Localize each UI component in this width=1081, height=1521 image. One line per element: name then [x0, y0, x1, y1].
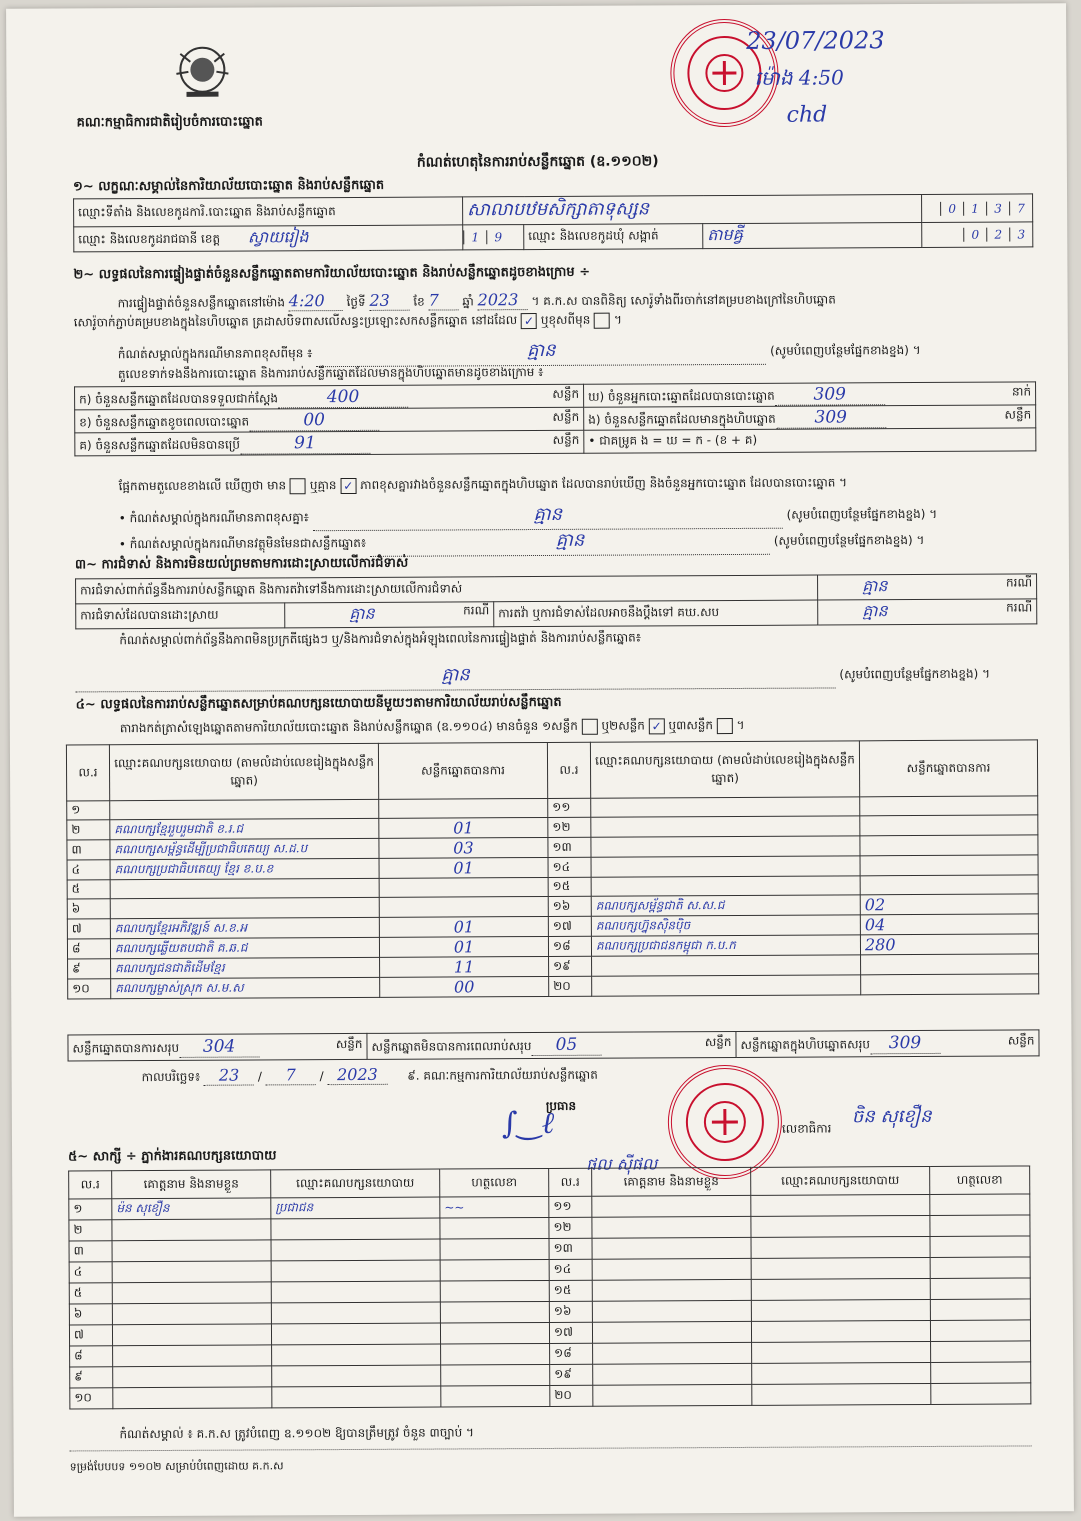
col-votes: សន្លឹកឆ្នោតបានការ	[859, 740, 1037, 797]
section3-heading: ៣~ ការជំទាស់ និងការមិនយល់ព្រមតាមការដោះស្រាយលើការជំទាស់	[74, 555, 409, 573]
verification-line1: ការផ្ទៀងផ្ទាត់ចំនួនសន្លឹកឆ្នោតនៅម៉ោង 4:20 ថ្ងៃទី 23 ខែ 7 ឆ្នាំ 2023 ។ គ.ក.ស បានពិនិត្យ សោរ៉ូទាំងពីរចាក់នៅគម្របខាងក្រៅនៃហិបឆ្នោត	[117, 290, 836, 311]
secretary-label: លេខាធិការ	[781, 1121, 832, 1136]
form-usage-note: ទម្រង់បែបបទ ១១០២ សម្រាប់បំពេញដោយ គ.ក.ស	[69, 1459, 284, 1474]
data-intro: តួលេខទាក់ទងនឹងការបោះឆ្នោត និងការរាប់សន្លឹកឆ្នោតដែលមានក្នុងហិបឆ្នោតមានដូចខាងក្រោម ៖	[117, 364, 544, 382]
table-row: ៨ ១៨	[70, 1341, 1031, 1367]
row1-label: ឈ្មោះទីតាំង និងលេខកូដការិ.បោះឆ្នោត និងរាប់សន្លឹកឆ្នោត	[74, 197, 463, 227]
verify-time: 4:20	[289, 291, 343, 311]
section2-heading: ២~ លទ្ធផលនៃការផ្ទៀងផ្ទាត់ចំនួនសន្លឹកឆ្នោតតាមការិយាល័យបោះឆ្នោត និងរាប់សន្លឹកឆ្នោតដូចខាងក្រោម ÷	[73, 264, 591, 283]
stamp-signature: chd	[786, 102, 828, 128]
committee-name: គណៈកម្មាធិការជាតិរៀបចំការបោះឆ្នោត	[76, 114, 263, 131]
ballots-in-box-value: 309	[776, 407, 886, 429]
table-row: ៥ ១៥	[67, 875, 1038, 899]
footer-divider	[70, 1445, 1032, 1451]
col-party: ឈ្មោះគណបក្សនយោបាយ (តាមលំដាប់លេខរៀងក្នុងសន្លឹកឆ្នោត)	[590, 741, 859, 798]
table-row: ១ ម៉ន សុខឿន ប្រជាជន ~~ ១១	[69, 1194, 1030, 1220]
irregularity-note-label: កំណត់សម្គាល់ពាក់ព័ន្ធនឹងភាពមិនប្រក្រតីផ្សេងៗ ឬ/និងការជំទាស់ក្នុងអំឡុងពេលនៃការផ្ទៀងផ្ទាត់ និងការរាប់សន្លឹកឆ្នោត៖	[119, 630, 642, 648]
one-sheet-checkbox[interactable]	[582, 718, 598, 734]
chair-label: ប្រធាន	[545, 1098, 577, 1113]
polling-station-name: សាលាបឋមសិក្សាតាទុស្សន	[463, 194, 922, 224]
unchanged-checkbox[interactable]: ✓	[521, 313, 537, 329]
table-row: ២ ១២	[69, 1215, 1030, 1241]
unused-ballots-value: 91	[240, 432, 370, 454]
discrepancy-line: ផ្អែកតាមតួលេខខាងលើ ឃើញថា មាន ឬគ្មាន ✓ ភាពខុសគ្នារវាងចំនួនសន្លឹកឆ្នោតក្នុងហិបឆ្នោត ដែលបានរាប់ឃើញ និងចំនួនអ្នកបោះឆ្នោត ដែលបានបោះឆ្នោត ។	[118, 475, 848, 494]
col-party: ឈ្មោះគណបក្សនយោបាយ (តាមលំដាប់លេខរៀងក្នុងសន្លឹកឆ្នោត)	[109, 743, 378, 800]
valid-total-value: 304	[179, 1036, 259, 1057]
complaints-table: ការជំទាស់ពាក់ព័ន្ធនឹងការរាប់សន្លឹកឆ្នោត និងការតវ៉ាទៅនឹងការដោះស្រាយលើការជំទាស់ គ្មាន ករណី ការជំទាស់ដែលបានដោះស្រាយ គ្មាន ករណី ការតវ៉ា ឬការជំទាស់ដែលអាចនឹងប្តឹងទៅ គឃ.សប គ្មាន ករណី	[75, 573, 1037, 629]
table-row: ៥ ១៥	[69, 1278, 1030, 1304]
discrepancy-yes-checkbox[interactable]	[290, 478, 306, 494]
footnote: កំណត់សម្គាល់ ៖ គ.ក.ស ត្រូវបំពេញ ឧ.១១០២ ឱ្យបានត្រឹមត្រូវ ចំនួន ៣ច្បាប់ ។	[119, 1425, 474, 1442]
verify-day: 23	[369, 291, 409, 311]
figures-row: ខ) ចំនួនសន្លឹកឆ្នោតខូចពេលបោះឆ្នោត 00 សន្លឹក ង) ចំនួនសន្លឹកឆ្នោតដែលមានក្នុងហិបឆ្នោត 309 សន្លឹក	[75, 405, 1036, 433]
irregularity-note: គ្មាន (សូមបំពេញបន្ថែមផ្នែកខាងខ្នង) ។	[75, 659, 1037, 692]
section4-heading: ៤~ លទ្ធផលនៃការរាប់សន្លឹកឆ្នោតសម្រាប់គណបក្សនយោបាយនីមួយៗតាមការិយាល័យរាប់សន្លឹកឆ្នោត	[75, 694, 562, 713]
stamp-date: 23/07/2023	[746, 26, 885, 55]
totals-row: សន្លឹកឆ្នោតបានការសរុប 304 សន្លឹក សន្លឹកឆ្នោតមិនបានការពេលរាប់សរុប 05 សន្លឹក សន្លឹកឆ្នោតក្នុងហិបឆ្នោតសរុប 309 សន្លឹក	[67, 1029, 1039, 1061]
discrepancy-no-checkbox[interactable]: ✓	[340, 477, 356, 493]
table-row: ៧ ១៧	[69, 1320, 1030, 1346]
commune-name: តាមឝ្វី	[703, 222, 922, 248]
ballots-received-value: 400	[278, 386, 408, 408]
verify-year: 2023	[478, 290, 528, 310]
chair-name: ផល ស៊ីផល	[586, 1154, 658, 1174]
invalid-total-value: 05	[531, 1035, 601, 1056]
resolved-complaints-label: ការជំទាស់ដែលបានដោះស្រាយ	[76, 603, 285, 629]
section5-heading: ៥~ សាក្សី ÷ ភ្នាក់ងារគណបក្សនយោបាយ	[68, 1148, 277, 1165]
committee-stamp	[668, 1065, 783, 1180]
change-note-value: គ្មាន	[316, 337, 766, 367]
three-sheets-checkbox[interactable]	[717, 717, 733, 733]
table-row: ៩ គណបក្សជនជាតិដើមខ្មែរ 11 ១៩	[68, 954, 1039, 979]
commune-code: 0 2 3	[922, 222, 1033, 248]
figures-row: ក) ចំនួនសន្លឹកឆ្នោតដែលបានទទួលជាក់ស្តែង 400 សន្លឹក ឃ) ចំនួនអ្នកបោះឆ្នោតដែលបានបោះឆ្នោត 309 នាក់	[75, 382, 1036, 410]
party-results-table	[66, 739, 1039, 999]
verification-line2: សោរ៉ូចាក់ភ្ជាប់គម្របខាងក្នុងនៃហិបឆ្នោត ត្រដាសបិទពាសលើសន្ធះប្រឡោះសកសន្លឹកឆ្នោត នៅដដែល ✓ ឬខុសពីមុន ។	[73, 312, 622, 330]
col-no: ល.រ	[547, 742, 590, 798]
resolved-complaints-value: គ្មាន	[349, 603, 375, 623]
form-title: កំណត់ហេតុនៃការរាប់សន្លឹកឆ្នោត (ឧ.១១០២)	[416, 153, 659, 171]
box-total-value: 309	[870, 1033, 940, 1054]
polling-station-code: 0 1 3 7	[922, 194, 1033, 223]
table-row: ៤ ១៤	[69, 1257, 1030, 1283]
tally-sheet-count: តារាងកត់ត្រាសំឡេងឆ្នោតតាមការិយាល័យបោះឆ្នោត និងរាប់សន្លឹកឆ្នោត (ឧ.១១០៤) មានចំនួន ១សន្លឹក ឬ២សន្លឹក ✓ ឬ៣សន្លឹក ។	[119, 717, 745, 736]
col-no: ល.រ	[66, 745, 109, 801]
emblem-icon	[166, 40, 238, 102]
two-sheets-checkbox[interactable]: ✓	[649, 718, 665, 734]
verify-month: 7	[429, 290, 459, 310]
figures-row: គ) ចំនួនសន្លឹកឆ្នោតដែលមិនបានប្រើ 91 សន្លឹក • ជាគម្រូគ ង = ឃ = ក - (ខ + គ)	[75, 428, 1036, 456]
spoiled-ballots-value: 00	[249, 409, 379, 431]
ballot-figures-table	[74, 381, 1036, 456]
complaints-row-label: ការជំទាស់ពាក់ព័ន្ធនឹងការរាប់សន្លឹកឆ្នោត និងការតវ៉ាទៅនឹងការដោះស្រាយលើការជំទាស់	[76, 575, 818, 604]
discrepancy-note: • កំណត់សម្គាល់ក្នុងករណីមានភាពខុសគ្នា៖ គ្មាន (សូមបំពេញបន្ថែមផ្នែកខាងខ្នង) ។	[119, 499, 1039, 532]
appeal-count-top: គ្មាន	[862, 576, 888, 596]
table-row: ៦ ១៦ គណបក្សសម្ព័ន្ធជាតិ ស.ស.ជ 02	[67, 894, 1038, 919]
non-ballot-note-value: គ្មាន	[370, 527, 770, 557]
appeal-label: ការតវ៉ា ឬការជំទាស់ដែលអាចនឹងប្តឹងទៅ គឃ.សប	[494, 600, 818, 627]
date-year: 2023	[327, 1065, 387, 1085]
date-month: 7	[266, 1065, 316, 1085]
witness-table: ល.រ គោត្តនាម និងនាមខ្លួន ឈ្មោះគណបក្សនយោបាយ ហត្ថលេខា ល.រ គោត្តនាម និងនាមខ្លួន ឈ្មោះគណបក្សនយោបាយ ហត្ថលេខា ១ ម៉ន សុខឿន ប្រជាជន ~~ ១១ ២ ១២ ៣ ១៣ ៤ ១៤ ៥ ១៥ ៦ ១៦ ៧ ១៧ ៨ ១៨ ៩ ១៩ ១០ ២០	[68, 1165, 1031, 1409]
voters-voted-value: 309	[775, 384, 885, 406]
table-row: ៤ គណបក្សប្រជាធិបតេយ្យ ខ្មែរ ខ.ប.ខ 01 ១៤	[67, 855, 1038, 880]
table-row: ២ គណបក្សខ្មែររួបរួមជាតិ ខ.រ.ជ 01 ១២	[67, 815, 1038, 840]
province-code: 1 9	[463, 225, 524, 250]
date-line: កាលបរិច្ឆេទ៖ 23 / 7 / 2023 ៩. គណៈកម្មការការិយាល័យរាប់សន្លឹកឆ្នោត	[141, 1064, 598, 1085]
col-votes: សន្លឹកឆ្នោតបានការ	[378, 742, 547, 799]
table-row: ៦ ១៦	[69, 1299, 1030, 1325]
chair-signature: ∫‿ℓ	[501, 1105, 555, 1142]
province-cell: ឈ្មោះ និងលេខកូដរាជធានី ខេត្ត ស្វាយរៀង	[74, 225, 463, 252]
stamp-time: ម៉ោង 4:50	[754, 65, 844, 90]
table-row: ៧ គណបក្សខ្មែរអភិវឌ្ឍន៍ ស.ខ.អ 01 ១៧ គណបក្សហ្វ៊ុនស៊ិនប៉ិច 04	[67, 914, 1038, 939]
date-day: 23	[204, 1066, 254, 1086]
non-ballot-note: • កំណត់សម្គាល់ក្នុងករណីមានវត្ថុមិនមែនជាសន្លឹកឆ្នោត៖ គ្មាន (សូមបំពេញបន្ថែមផ្នែកខាងខ្នង) ។	[119, 525, 1039, 558]
changed-checkbox[interactable]	[594, 312, 610, 328]
change-note: កំណត់សម្គាល់ក្នុងករណីមានភាពខុសពីមុន ៖ គ្មាន (សូមបំពេញបន្ថែមផ្នែកខាងខ្នង) ។	[118, 335, 1038, 368]
document-page	[6, 3, 1074, 1517]
irregularity-note-value: គ្មាន	[75, 660, 835, 692]
table-row: ៣ គណបក្សសម្ព័ន្ធដើម្បីប្រជាធិបតេយ្យ ស.ដ.ប 03 ១៣	[67, 835, 1038, 860]
appeal-count-value: គ្មាន	[862, 601, 888, 621]
table-row: ៣ ១៣	[69, 1236, 1030, 1262]
secretary-name: ចិន សុខឿន	[851, 1105, 932, 1128]
table-row: ១០ ២០	[70, 1383, 1031, 1409]
section1-table	[73, 193, 1033, 252]
table-row: ១ ១១	[67, 796, 1038, 820]
table-row: ១០ គណបក្សម្ចាស់ស្រុក ស.ម.ស 00 ២០	[68, 974, 1039, 999]
commune-label: ឈ្មោះ និងលេខកូដឃុំ សង្កាត់	[524, 224, 703, 250]
table-row: ៩ ១៩	[70, 1362, 1031, 1388]
discrepancy-note-value: គ្មាន	[313, 501, 783, 531]
section1-heading: ១~ លក្ខណៈសម្គាល់នៃការិយាល័យបោះឆ្នោត និងរាប់សន្លឹកឆ្នោត	[72, 177, 385, 195]
table-row: ៨ គណបក្សឆ្លើយតបជាតិ គ.ឆ.ជ 01 ១៨ គណបក្សប្រជាជនកម្ពុជា ក.ប.ក 280	[67, 934, 1038, 959]
province-name: ស្វាយរៀង	[247, 227, 309, 247]
